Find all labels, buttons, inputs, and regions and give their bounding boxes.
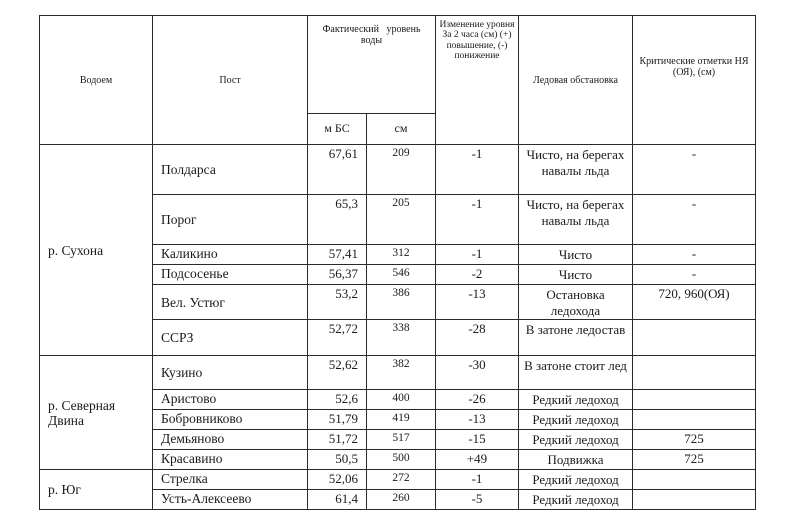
level-cm: 312: [367, 245, 436, 265]
level-change: -1: [436, 145, 519, 195]
level-m-bs: 52,06: [308, 470, 367, 490]
level-cm: 382: [367, 356, 436, 390]
critical-mark: [633, 410, 756, 430]
water-level-table: [39, 15, 756, 510]
level-cm: 338: [367, 320, 436, 356]
ice-condition: Редкий ледоход: [519, 430, 633, 450]
level-change: -1: [436, 470, 519, 490]
header-ice: Ледовая обстановка: [519, 16, 633, 145]
ice-condition: Редкий ледоход: [519, 390, 633, 410]
post-name: Аристово: [153, 390, 308, 410]
ice-condition: Редкий ледоход: [519, 470, 633, 490]
post-name: Порог: [153, 195, 308, 245]
level-m-bs: 61,4: [308, 490, 367, 510]
header-water-body: Водоем: [40, 16, 153, 145]
post-name: Усть-Алексеево: [153, 490, 308, 510]
level-cm: 500: [367, 450, 436, 470]
level-m-bs: 51,72: [308, 430, 367, 450]
post-name: Красавино: [153, 450, 308, 470]
ice-condition: В затоне стоит лед: [519, 356, 633, 390]
critical-mark: -: [633, 195, 756, 245]
level-change: -2: [436, 265, 519, 285]
ice-condition: Остановка ледохода: [519, 285, 633, 320]
river-name: р. Юг: [40, 470, 153, 510]
post-name: Каликино: [153, 245, 308, 265]
level-change: -1: [436, 195, 519, 245]
level-cm: 260: [367, 490, 436, 510]
level-change: -1: [436, 245, 519, 265]
level-change: -30: [436, 356, 519, 390]
header-cm: см: [367, 113, 436, 144]
ice-condition: Редкий ледоход: [519, 410, 633, 430]
ice-condition: Чисто: [519, 245, 633, 265]
post-name: Подсосенье: [153, 265, 308, 285]
critical-mark: [633, 490, 756, 510]
header-critical: Критические отметки НЯ (ОЯ), (см): [633, 16, 756, 145]
river-name: р. Северная Двина: [40, 356, 153, 470]
ice-condition: Чисто: [519, 265, 633, 285]
level-cm: 419: [367, 410, 436, 430]
level-cm: 400: [367, 390, 436, 410]
level-change: -15: [436, 430, 519, 450]
post-name: Вел. Устюг: [153, 285, 308, 320]
critical-mark: 725: [633, 430, 756, 450]
level-cm: 546: [367, 265, 436, 285]
level-m-bs: 52,6: [308, 390, 367, 410]
post-name: Бобровниково: [153, 410, 308, 430]
critical-mark: [633, 390, 756, 410]
level-m-bs: 52,72: [308, 320, 367, 356]
header-actual-level-line1: Фактический уровень: [322, 24, 421, 35]
table-body: [40, 145, 756, 510]
critical-mark: 725: [633, 450, 756, 470]
table-row: [40, 470, 756, 490]
critical-mark: [633, 320, 756, 356]
level-change: +49: [436, 450, 519, 470]
header-level-change: Изменение уровня За 2 часа (см) (+) повышение, (-) понижение: [436, 16, 519, 145]
ice-condition: Чисто, на берегах навалы льда: [519, 195, 633, 245]
critical-mark: -: [633, 245, 756, 265]
level-change: -13: [436, 410, 519, 430]
ice-condition: Чисто, на берегах навалы льда: [519, 145, 633, 195]
level-m-bs: 65,3: [308, 195, 367, 245]
header-actual-level: [308, 16, 436, 114]
post-name: ССРЗ: [153, 320, 308, 356]
level-m-bs: 51,79: [308, 410, 367, 430]
post-name: Демьяново: [153, 430, 308, 450]
level-m-bs: 50,5: [308, 450, 367, 470]
table-row: [40, 145, 756, 195]
level-change: -5: [436, 490, 519, 510]
level-cm: 386: [367, 285, 436, 320]
level-cm: 205: [367, 195, 436, 245]
header-m-bs: м БС: [308, 113, 367, 144]
header-post: Пост: [153, 16, 308, 145]
level-cm: 517: [367, 430, 436, 450]
level-m-bs: 56,37: [308, 265, 367, 285]
critical-mark: 720, 960(ОЯ): [633, 285, 756, 320]
river-name: р. Сухона: [40, 145, 153, 356]
critical-mark: -: [633, 145, 756, 195]
ice-condition: Подвижка: [519, 450, 633, 470]
ice-condition: В затоне ледостав: [519, 320, 633, 356]
level-change: -13: [436, 285, 519, 320]
critical-mark: -: [633, 265, 756, 285]
level-cm: 209: [367, 145, 436, 195]
level-cm: 272: [367, 470, 436, 490]
level-m-bs: 53,2: [308, 285, 367, 320]
level-m-bs: 57,41: [308, 245, 367, 265]
table-row: [40, 356, 756, 390]
level-change: -28: [436, 320, 519, 356]
ice-condition: Редкий ледоход: [519, 490, 633, 510]
post-name: Стрелка: [153, 470, 308, 490]
critical-mark: [633, 356, 756, 390]
level-m-bs: 52,62: [308, 356, 367, 390]
level-change: -26: [436, 390, 519, 410]
post-name: Полдарса: [153, 145, 308, 195]
level-m-bs: 67,61: [308, 145, 367, 195]
critical-mark: [633, 470, 756, 490]
water-level-table-container: [39, 15, 756, 510]
post-name: Кузино: [153, 356, 308, 390]
header-actual-level-line2: воды: [360, 35, 383, 46]
